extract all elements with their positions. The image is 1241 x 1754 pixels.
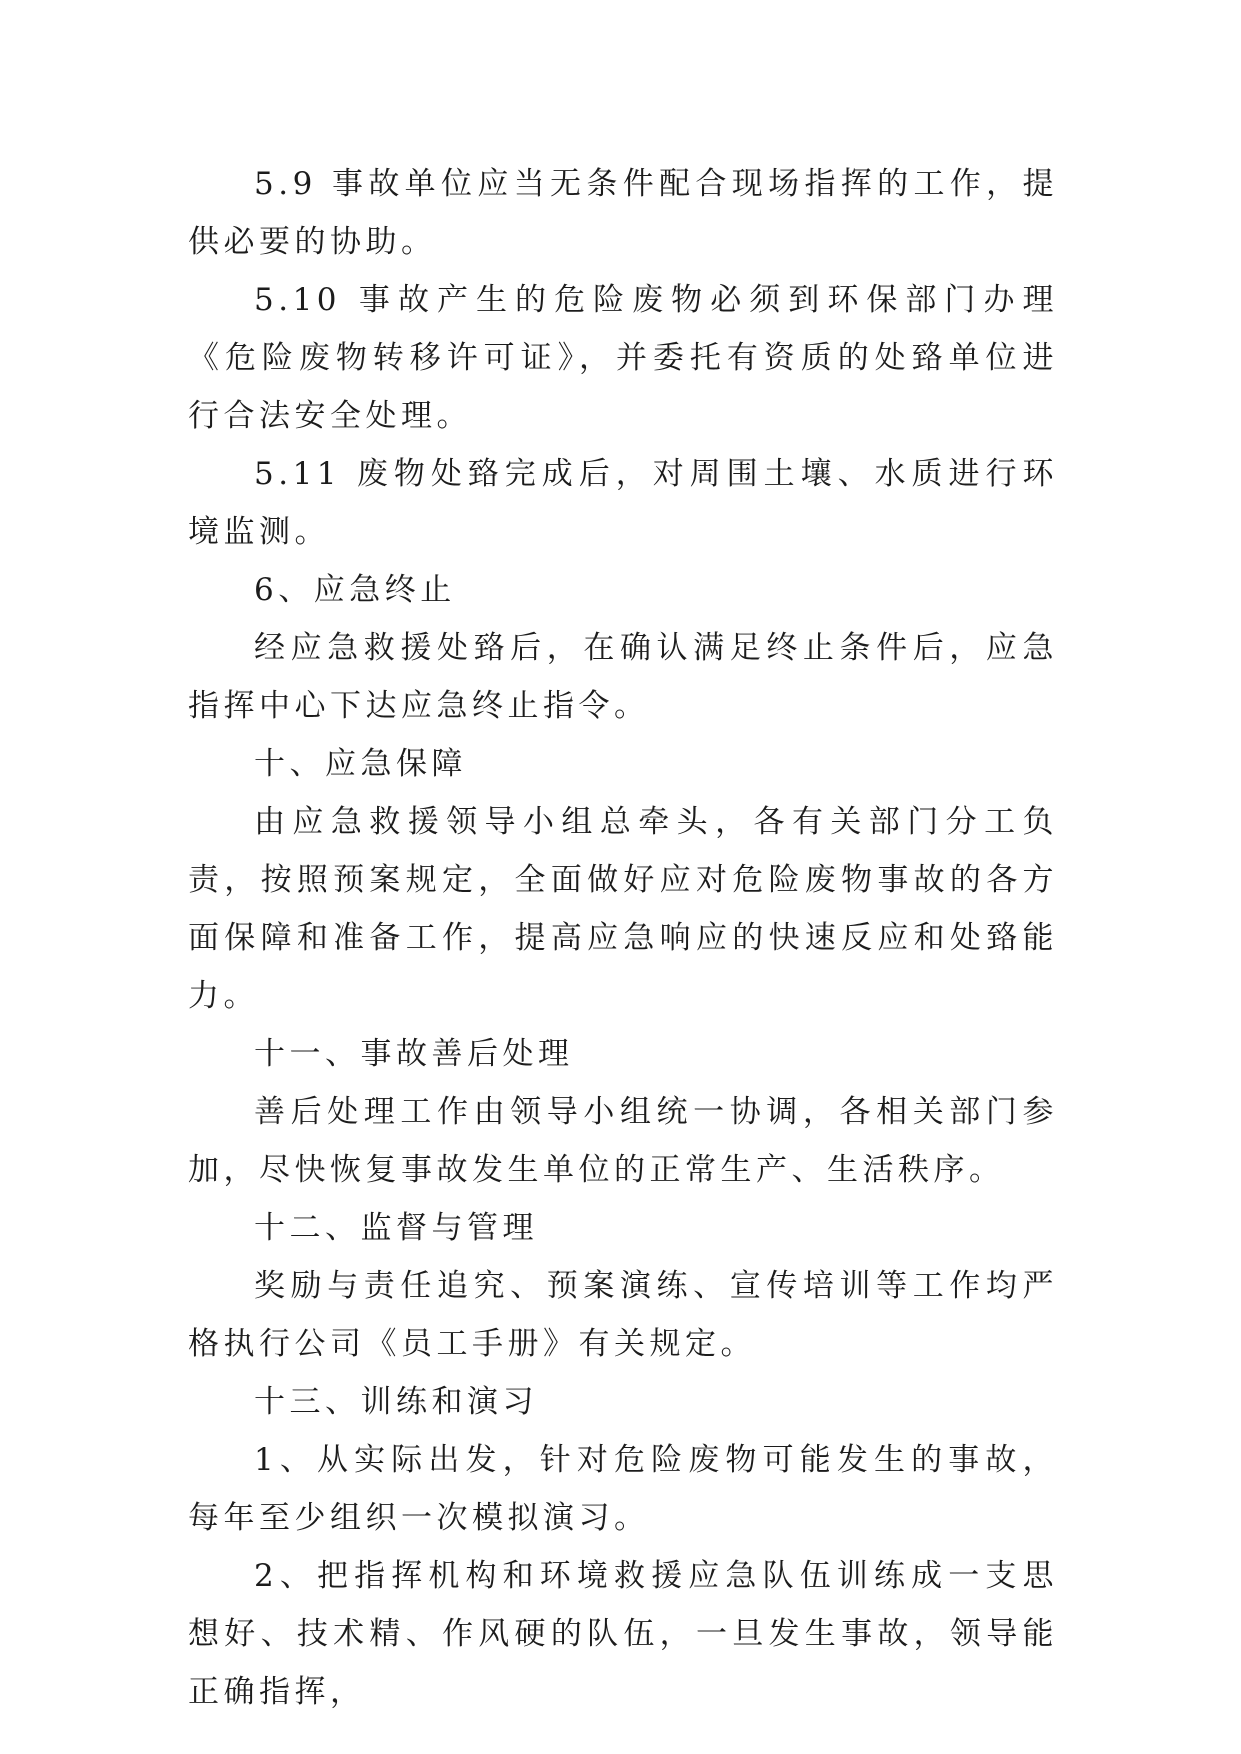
heading-supervision: 十二、监督与管理: [254, 1210, 538, 1246]
heading-emergency-termination: 6、应急终止: [254, 572, 456, 608]
heading-aftermath: 十一、事故善后处理: [254, 1036, 574, 1072]
paragraph-training-2: 2、把指挥机构和环境救援应急队伍训练成一支思想好、技术精、作风硬的队伍，一旦发生事故，领导能正确指挥，: [188, 1558, 1058, 1710]
paragraph-5-9: 5.9 事故单位应当无条件配合现场指挥的工作，提供必要的协助。: [188, 166, 1058, 260]
heading-training: 十三、训练和演习: [254, 1384, 538, 1420]
paragraph-termination: 经应急救援处臵后，在确认满足终止条件后，应急指挥中心下达应急终止指令。: [188, 630, 1058, 724]
paragraph-supervision: 奖励与责任追究、预案演练、宣传培训等工作均严格执行公司《员工手册》有关规定。: [188, 1268, 1058, 1362]
paragraph-support: 由应急救援领导小组总牵头，各有关部门分工负责，按照预案规定，全面做好应对危险废物事故的各方面保障和准备工作，提高应急响应的快速反应和处臵能力。: [188, 804, 1058, 1014]
paragraph-5-10: 5.10 事故产生的危险废物必须到环保部门办理《危险废物转移许可证》，并委托有资质的处臵单位进行合法安全处理。: [188, 282, 1058, 434]
heading-emergency-support: 十、应急保障: [254, 746, 467, 782]
document-body: [188, 155, 1058, 1721]
paragraph-5-11: 5.11 废物处臵完成后，对周围土壤、水质进行环境监测。: [188, 456, 1058, 550]
paragraph-aftermath: 善后处理工作由领导小组统一协调，各相关部门参加，尽快恢复事故发生单位的正常生产、生活秩序。: [188, 1094, 1058, 1188]
paragraph-training-1: 1、从实际出发，针对危险废物可能发生的事故，每年至少组织一次模拟演习。: [188, 1442, 1058, 1536]
